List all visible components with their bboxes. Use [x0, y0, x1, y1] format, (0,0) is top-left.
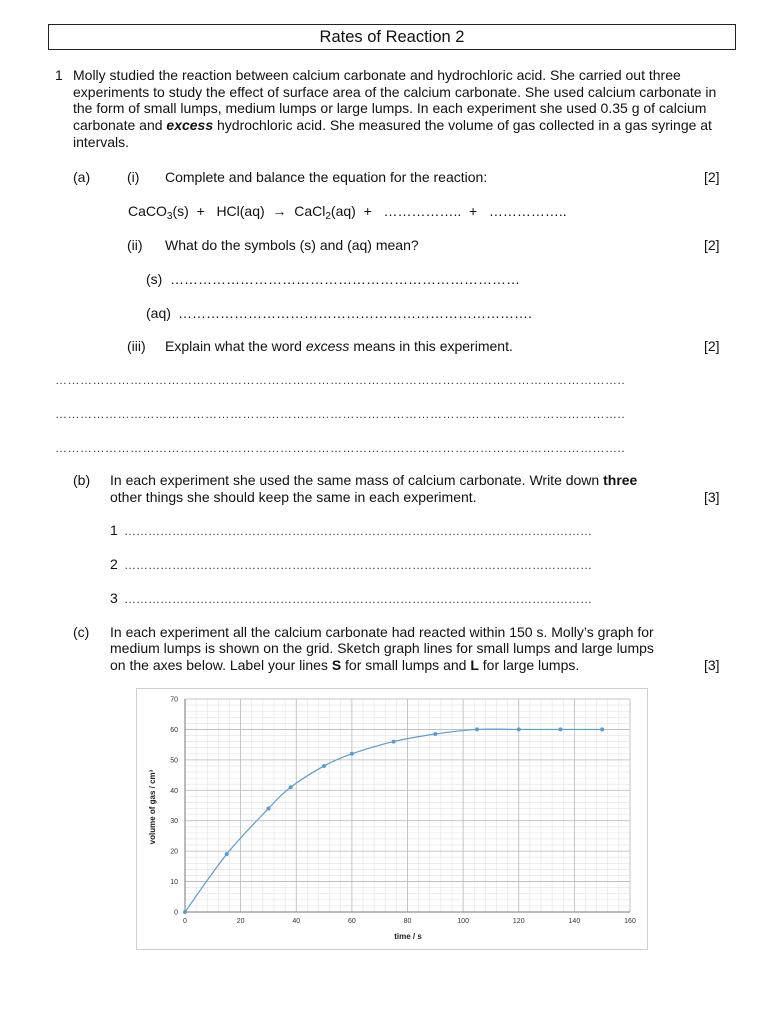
x-tick-label: 160 [624, 918, 636, 925]
x-tick-label: 120 [512, 918, 525, 925]
data-point [600, 727, 604, 731]
part-c-text-line2: medium lumps is shown on the grid. Sketch graph lines for small lumps and large lumps [110, 640, 654, 656]
aq-label: (aq) [146, 305, 171, 321]
y-axis-label: volume of gas / cm³ [148, 769, 157, 845]
part-b-answer-line-3[interactable]: ……………………………………………………………………………………………………… [124, 592, 592, 606]
x-tick-label: 60 [347, 918, 356, 925]
x-tick-label: 100 [457, 918, 469, 925]
x-tick-label: 80 [403, 918, 412, 925]
part-b-text-line1: In each experiment she used the same mass of calcium carbonate. Write down three [110, 472, 638, 488]
y-tick-label: 70 [170, 696, 178, 704]
equation-blank-1[interactable]: …………….. [383, 203, 462, 219]
y-tick-label: 40 [170, 787, 178, 795]
data-point [225, 852, 229, 856]
equation-blank-2[interactable]: …………….. [488, 203, 567, 219]
part-b-text-line2: other things she should keep the same in each experiment. [110, 489, 477, 505]
part-b-line1-number: 1 [110, 522, 118, 538]
x-axis-label: time / s [394, 932, 422, 941]
tick-labels [170, 697, 636, 926]
data-point [289, 785, 293, 789]
part-a-ii-mark: [2] [704, 237, 720, 253]
graph-box [136, 688, 648, 950]
y-tick-label: 20 [170, 848, 178, 856]
part-b-line3-number: 3 [110, 590, 118, 606]
data-point [322, 764, 326, 768]
question-number: 1 [55, 67, 63, 83]
data-point [266, 807, 270, 811]
data-point [558, 727, 562, 731]
data-point [475, 727, 479, 731]
part-a-ii-text: What do the symbols (s) and (aq) mean? [165, 237, 419, 253]
answer-line-2[interactable]: ……………………………………………………………………………………………………………………….. [55, 407, 626, 421]
part-b-mark: [3] [704, 489, 720, 505]
aq-answer-line[interactable]: …………………………………………………………………. [178, 305, 532, 321]
x-tick-label: 40 [292, 918, 301, 925]
part-c-label: (c) [73, 624, 90, 640]
part-a-i-mark: [2] [704, 169, 720, 185]
part-a-iii-label: (iii) [127, 338, 146, 354]
part-c-text-line3: on the axes below. Label your lines S for small lumps and L for large lumps. [110, 657, 580, 673]
part-a-label: (a) [73, 169, 91, 185]
volume-time-graph[interactable] [137, 689, 647, 949]
part-c-mark: [3] [704, 657, 720, 673]
question-intro: Molly studied the reaction between calcium carbonate and hydrochloric acid. She carried out three experiments to study the effect of surface area of the calcium carbonate. She used calcium carbonate in the form of small lumps, medium lumps or large lumps. In each experiment she used 0.35 g of calcium carbonate and excess hydrochloric acid. She measured the volume of gas collected in a gas syringe at intervals. [73, 67, 717, 150]
s-answer-line[interactable]: ………………………………………………………………… [170, 271, 520, 287]
part-b-line2-number: 2 [110, 556, 118, 572]
data-point [392, 740, 396, 744]
part-a-iii-mark: [2] [704, 338, 720, 354]
part-b-answer-line-2[interactable]: ……………………………………………………………………………………………………… [124, 558, 592, 572]
data-point [350, 752, 354, 756]
data-point [517, 727, 521, 731]
part-c-text-line1: In each experiment all the calcium carbonate had reacted within 150 s. Molly’s graph for [110, 624, 654, 640]
x-tick-label: 0 [183, 918, 187, 925]
y-tick-label: 0 [174, 909, 178, 917]
data-point [183, 910, 187, 914]
y-tick-label: 50 [170, 757, 178, 765]
part-b-label: (b) [73, 472, 91, 488]
y-tick-label: 60 [170, 726, 178, 734]
part-a-i-label: (i) [127, 169, 140, 185]
part-a-iii-text: Explain what the word excess means in this experiment. [165, 338, 513, 354]
page-title: Rates of Reaction 2 [48, 24, 736, 50]
part-b-answer-line-1[interactable]: ……………………………………………………………………………………………………… [124, 524, 592, 538]
y-tick-label: 30 [170, 818, 178, 826]
x-tick-label: 20 [236, 918, 245, 925]
answer-line-1[interactable]: ……………………………………………………………………………………………………………………….. [55, 373, 626, 387]
equation: CaCO$_3$(s) + HCl(aq) → CaCl$_2$(aq) + …………….. + …………….. [128, 203, 567, 222]
s-label: (s) [146, 271, 163, 287]
part-a-i-text: Complete and balance the equation for the reaction: [165, 169, 488, 185]
x-tick-label: 140 [568, 918, 581, 925]
data-point [433, 732, 437, 736]
part-a-ii-label: (ii) [127, 237, 143, 253]
y-tick-label: 10 [170, 879, 178, 887]
excess-emphasis: excess [166, 117, 214, 134]
answer-line-3[interactable]: ……………………………………………………………………………………………………………………….. [55, 441, 626, 455]
